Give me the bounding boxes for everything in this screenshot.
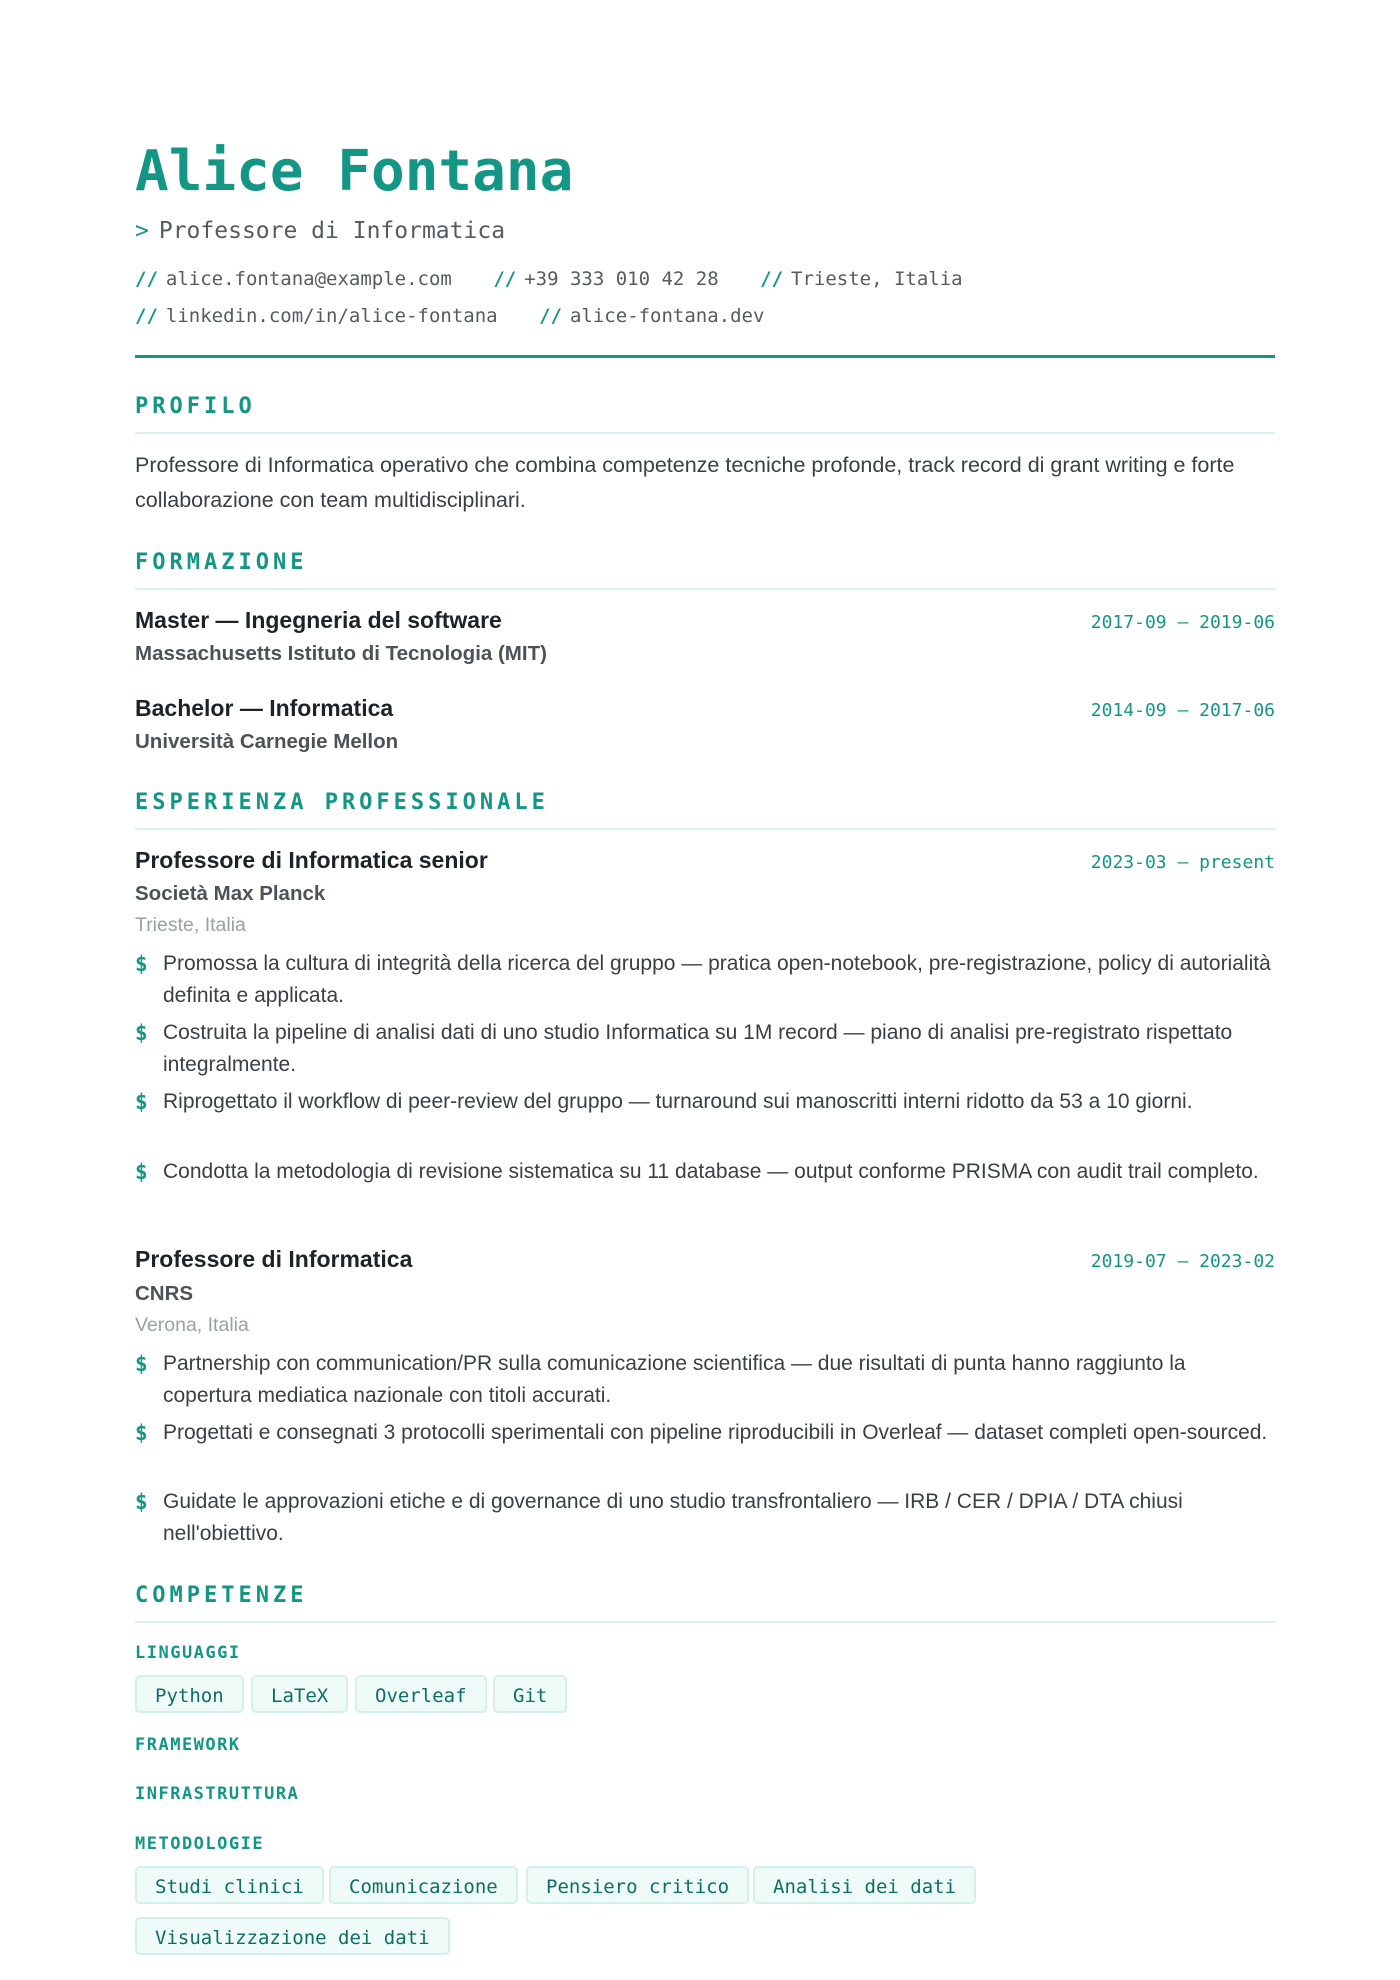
candidate-name: Alice Fontana bbox=[135, 139, 574, 204]
section-title-experience: ESPERIENZA PROFESSIONALE bbox=[135, 790, 549, 815]
section-divider bbox=[135, 1621, 1275, 1623]
section-title-education: FORMAZIONE bbox=[135, 550, 308, 575]
education-school: Università Carnegie Mellon bbox=[135, 730, 399, 753]
skill-category-infrastructure: INFRASTRUTTURA bbox=[135, 1784, 300, 1804]
bullet-dollar-icon: $ bbox=[135, 1490, 148, 1514]
experience-dates: 2019-07 – 2023-02 bbox=[1090, 1251, 1275, 1272]
skill-chip: Python bbox=[135, 1675, 244, 1713]
contact-website[interactable]: // alice-fontana.dev bbox=[539, 305, 765, 327]
section-divider bbox=[135, 432, 1275, 434]
section-title-skills: COMPETENZE bbox=[135, 1583, 308, 1608]
bullet-dollar-icon: $ bbox=[135, 1160, 148, 1184]
skill-category-methodologies: METODOLOGIE bbox=[135, 1834, 265, 1854]
bullet-dollar-icon: $ bbox=[135, 1090, 148, 1114]
bullet-dollar-icon: $ bbox=[135, 1352, 148, 1376]
role-text: Professore di Informatica bbox=[158, 218, 506, 244]
section-title-profile: PROFILO bbox=[135, 394, 256, 419]
skill-chip: Git bbox=[493, 1675, 567, 1713]
experience-bullet: $ Guidate le approvazioni etiche e di governance di uno studio transfrontaliero — IRB / CER / DPIA / DTA chiusi nell'obiettivo. bbox=[135, 1486, 1275, 1550]
experience-bullet: $ Condotta la metodologia di revisione sistematica su 11 database — output conforme PRISMA con audit trail completo. bbox=[135, 1156, 1275, 1188]
contact-row-2 bbox=[135, 305, 794, 327]
education-dates: 2017-09 – 2019-06 bbox=[1090, 612, 1275, 633]
experience-location: Verona, Italia bbox=[135, 1314, 249, 1336]
bullet-dollar-icon: $ bbox=[135, 1021, 148, 1045]
contact-linkedin[interactable]: // linkedin.com/in/alice-fontana bbox=[135, 305, 498, 327]
experience-org: Società Max Planck bbox=[135, 882, 326, 905]
contact-row-1 bbox=[135, 268, 993, 290]
experience-bullet: $ Costruita la pipeline di analisi dati di uno studio Informatica su 1M record — piano di analisi pre-registrato rispettato integralmente. bbox=[135, 1017, 1275, 1081]
education-degree: Master — Ingegneria del software bbox=[135, 607, 502, 633]
experience-bullet: $ Riprogettato il workflow di peer-review del gruppo — turnaround sui manoscritti interni ridotto da 53 a 10 giorni. bbox=[135, 1086, 1275, 1118]
skill-category-languages: LINGUAGGI bbox=[135, 1643, 241, 1663]
section-divider bbox=[135, 588, 1275, 590]
header-divider bbox=[135, 355, 1275, 358]
experience-role: Professore di Informatica bbox=[135, 1246, 413, 1272]
education-dates: 2014-09 – 2017-06 bbox=[1090, 700, 1275, 721]
bullet-dollar-icon: $ bbox=[135, 952, 148, 976]
experience-dates: 2023-03 – present bbox=[1090, 852, 1275, 873]
skill-chip: Studi clinici bbox=[135, 1866, 324, 1904]
section-divider bbox=[135, 828, 1275, 830]
experience-bullet: $ Progettati e consegnati 3 protocolli sperimentali con pipeline riproducibili in Overleaf — dataset completi open-sourced. bbox=[135, 1417, 1275, 1449]
skill-chip: Overleaf bbox=[355, 1675, 487, 1713]
experience-role: Professore di Informatica senior bbox=[135, 847, 488, 873]
education-school: Massachusetts Istituto di Tecnologia (MIT) bbox=[135, 642, 547, 665]
contact-phone[interactable]: // +39 333 010 42 28 bbox=[493, 268, 719, 290]
experience-location: Trieste, Italia bbox=[135, 914, 246, 936]
profile-text: Professore di Informatica operativo che combina competenze tecniche profonde, track record di grant writing e forte collaborazione con team multidisciplinari. bbox=[135, 453, 1235, 512]
skill-chip: Analisi dei dati bbox=[753, 1866, 976, 1904]
skill-chip: LaTeX bbox=[251, 1675, 348, 1713]
experience-bullet: $ Promossa la cultura di integrità della ricerca del gruppo — pratica open-notebook, pre-registrazione, policy di autorialità definita e applicata. bbox=[135, 948, 1275, 1012]
skill-chip: Pensiero critico bbox=[526, 1866, 749, 1904]
experience-bullet: $ Partnership con communication/PR sulla comunicazione scientifica — due risultati di punta hanno raggiunto la copertura mediatica nazionale con titoli accurati. bbox=[135, 1348, 1275, 1412]
contact-email[interactable]: // alice.fontana@example.com bbox=[135, 268, 452, 290]
contact-location: // Trieste, Italia bbox=[760, 268, 963, 290]
education-degree: Bachelor — Informatica bbox=[135, 695, 394, 721]
skill-category-frameworks: FRAMEWORK bbox=[135, 1735, 241, 1755]
candidate-role bbox=[135, 218, 505, 244]
bullet-dollar-icon: $ bbox=[135, 1421, 148, 1445]
experience-org: CNRS bbox=[135, 1282, 194, 1305]
skill-chip: Comunicazione bbox=[329, 1866, 518, 1904]
role-prefix: > bbox=[135, 218, 149, 244]
skill-chip: Visualizzazione dei dati bbox=[135, 1917, 450, 1955]
